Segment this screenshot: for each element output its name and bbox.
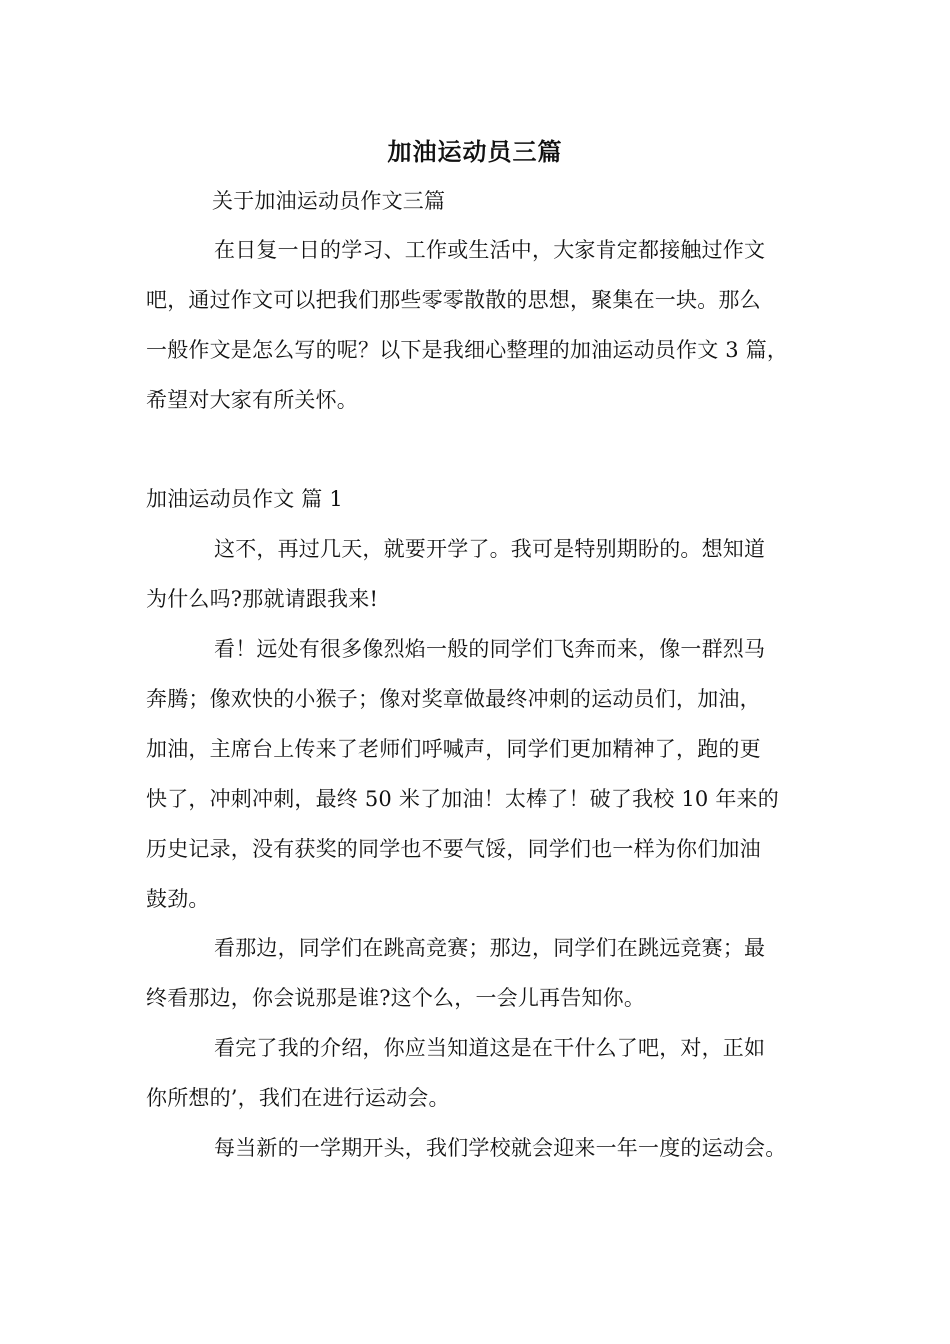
section-heading: 加油运动员作文 篇 1 (146, 487, 343, 511)
paragraph-line: 加油，主席台上传来了老师们呼喊声，同学们更加精神了，跑的更 (146, 737, 761, 761)
paragraph-line: 每当新的一学期开头，我们学校就会迎来一年一度的运动会。 (214, 1136, 787, 1160)
paragraph-line: 鼓劲。 (146, 887, 210, 911)
paragraph-line: 历史记录，没有获奖的同学也不要气馁，同学们也一样为你们加油 (146, 837, 761, 861)
intro-line: 吧，通过作文可以把我们那些零零散散的思想，聚集在一块。那么 (146, 288, 761, 312)
paragraph-line: 快了，冲刺冲刺，最终 50 米了加油！太棒了！破了我校 10 年来的 (146, 787, 779, 811)
paragraph-line: 奔腾；像欢快的小猴子；像对奖章做最终冲刺的运动员们，加油， (146, 687, 761, 711)
paragraph-line: 你所想的’，我们在进行运动会。 (146, 1086, 450, 1110)
paragraph-line: 终看那边，你会说那是谁?这个么，一会儿再告知你。 (146, 986, 646, 1010)
document-title: 加油运动员三篇 (387, 137, 563, 166)
paragraph-line: 看完了我的介绍，你应当知道这是在干什么了吧，对，正如 (214, 1036, 766, 1060)
paragraph-line: 这不，再过几天，就要开学了。我可是特别期盼的。想知道 (214, 537, 766, 561)
intro-line: 希望对大家有所关怀。 (146, 388, 358, 412)
paragraph-line: 为什么吗?那就请跟我来! (146, 587, 379, 611)
intro-line: 在日复一日的学习、工作或生活中，大家肯定都接触过作文 (214, 238, 766, 262)
document-subtitle: 关于加油运动员作文三篇 (212, 189, 446, 213)
paragraph-line: 看！远处有很多像烈焰一般的同学们飞奔而来，像一群烈马 (214, 637, 766, 661)
intro-line: 一般作文是怎么写的呢？以下是我细心整理的加油运动员作文 3 篇， (146, 338, 789, 362)
paragraph-line: 看那边，同学们在跳高竞赛；那边，同学们在跳远竞赛；最 (214, 936, 766, 960)
